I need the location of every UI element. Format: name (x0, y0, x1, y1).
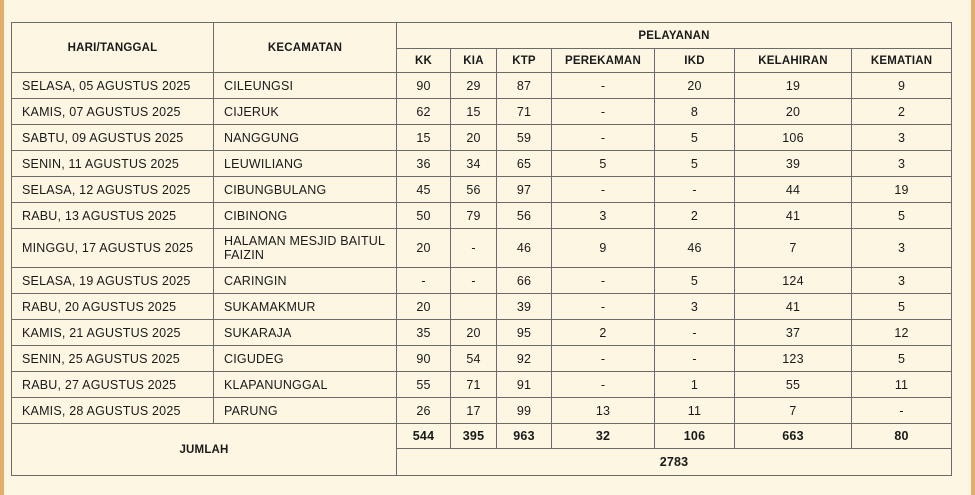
cell-ikd: 2 (655, 203, 735, 229)
cell-kk: 26 (397, 398, 451, 424)
cell-kk: 55 (397, 372, 451, 398)
cell-kelahiran: 7 (735, 229, 852, 268)
cell-ktp: 87 (497, 73, 552, 99)
cell-kecamatan: KLAPANUNGGAL (214, 372, 397, 398)
cell-kia: 20 (451, 320, 497, 346)
cell-date: KAMIS, 07 AGUSTUS 2025 (12, 99, 214, 125)
cell-kecamatan: CIBINONG (214, 203, 397, 229)
cell-kelahiran: 123 (735, 346, 852, 372)
cell-kematian: 9 (852, 73, 952, 99)
cell-ktp: 97 (497, 177, 552, 203)
total-kematian: 80 (852, 424, 952, 449)
total-kelahiran: 663 (735, 424, 852, 449)
cell-ikd: 1 (655, 372, 735, 398)
table-row (12, 229, 952, 268)
cell-date: KAMIS, 28 AGUSTUS 2025 (12, 398, 214, 424)
cell-date: SELASA, 05 AGUSTUS 2025 (12, 73, 214, 99)
cell-kk: 90 (397, 73, 451, 99)
cell-kk: 20 (397, 229, 451, 268)
total-ikd: 106 (655, 424, 735, 449)
cell-kk: - (397, 268, 451, 294)
cell-kelahiran: 39 (735, 151, 852, 177)
cell-kematian: 3 (852, 229, 952, 268)
cell-ikd: - (655, 320, 735, 346)
cell-kematian: 5 (852, 203, 952, 229)
cell-kelahiran: 55 (735, 372, 852, 398)
total-kia: 395 (451, 424, 497, 449)
cell-kelahiran: 41 (735, 203, 852, 229)
cell-ktp: 71 (497, 99, 552, 125)
cell-ikd: 5 (655, 151, 735, 177)
cell-ktp: 95 (497, 320, 552, 346)
cell-date: SELASA, 12 AGUSTUS 2025 (12, 177, 214, 203)
cell-kematian: 3 (852, 268, 952, 294)
cell-perekaman: - (552, 177, 655, 203)
table-row (12, 151, 952, 177)
cell-ktp: 99 (497, 398, 552, 424)
cell-perekaman: 13 (552, 398, 655, 424)
cell-date: RABU, 27 AGUSTUS 2025 (12, 372, 214, 398)
cell-kia: 15 (451, 99, 497, 125)
cell-perekaman: - (552, 99, 655, 125)
cell-date: RABU, 20 AGUSTUS 2025 (12, 294, 214, 320)
cell-ikd: 8 (655, 99, 735, 125)
cell-ktp: 66 (497, 268, 552, 294)
cell-kecamatan: LEUWILIANG (214, 151, 397, 177)
table-row (12, 398, 952, 424)
cell-kk: 50 (397, 203, 451, 229)
cell-kia: 79 (451, 203, 497, 229)
total-ktp: 963 (497, 424, 552, 449)
cell-ktp: 91 (497, 372, 552, 398)
header-kia: KIA (451, 49, 497, 73)
table-row (12, 73, 952, 99)
cell-kia: 56 (451, 177, 497, 203)
header-kematian: KEMATIAN (852, 49, 952, 73)
cell-kematian: 5 (852, 346, 952, 372)
grand-total: 2783 (397, 449, 952, 476)
header-ikd: IKD (655, 49, 735, 73)
cell-kk: 62 (397, 99, 451, 125)
cell-kk: 90 (397, 346, 451, 372)
cell-ktp: 65 (497, 151, 552, 177)
cell-ikd: - (655, 177, 735, 203)
cell-date: MINGGU, 17 AGUSTUS 2025 (12, 229, 214, 268)
table-row (12, 346, 952, 372)
cell-kelahiran: 37 (735, 320, 852, 346)
jumlah-label: JUMLAH (12, 424, 397, 476)
total-perekaman: 32 (552, 424, 655, 449)
header-kk: KK (397, 49, 451, 73)
cell-kematian: 12 (852, 320, 952, 346)
header-perekaman: PEREKAMAN (552, 49, 655, 73)
cell-ikd: - (655, 346, 735, 372)
cell-ikd: 3 (655, 294, 735, 320)
cell-kelahiran: 124 (735, 268, 852, 294)
cell-perekaman: - (552, 294, 655, 320)
cell-date: KAMIS, 21 AGUSTUS 2025 (12, 320, 214, 346)
table-row (12, 177, 952, 203)
table-row (12, 320, 952, 346)
cell-kia: - (451, 229, 497, 268)
table-row (12, 125, 952, 151)
cell-kelahiran: 19 (735, 73, 852, 99)
cell-ktp: 92 (497, 346, 552, 372)
cell-date: RABU, 13 AGUSTUS 2025 (12, 203, 214, 229)
cell-kematian: 3 (852, 151, 952, 177)
cell-perekaman: - (552, 346, 655, 372)
cell-kecamatan: PARUNG (214, 398, 397, 424)
cell-kia: 29 (451, 73, 497, 99)
table-row (12, 268, 952, 294)
cell-date: SENIN, 11 AGUSTUS 2025 (12, 151, 214, 177)
cell-kematian: 3 (852, 125, 952, 151)
cell-kecamatan: CIGUDEG (214, 346, 397, 372)
cell-perekaman: 5 (552, 151, 655, 177)
cell-date: SELASA, 19 AGUSTUS 2025 (12, 268, 214, 294)
cell-kecamatan: SUKAMAKMUR (214, 294, 397, 320)
cell-kk: 35 (397, 320, 451, 346)
cell-kematian: 11 (852, 372, 952, 398)
table-body (12, 73, 952, 424)
header-kelahiran: KELAHIRAN (735, 49, 852, 73)
cell-kia: 17 (451, 398, 497, 424)
table-row (12, 372, 952, 398)
cell-perekaman: 9 (552, 229, 655, 268)
cell-ktp: 39 (497, 294, 552, 320)
cell-kelahiran: 7 (735, 398, 852, 424)
cell-ktp: 59 (497, 125, 552, 151)
cell-kk: 45 (397, 177, 451, 203)
cell-kk: 15 (397, 125, 451, 151)
cell-kia: - (451, 268, 497, 294)
cell-kia: 34 (451, 151, 497, 177)
cell-perekaman: - (552, 73, 655, 99)
cell-kecamatan: CILEUNGSI (214, 73, 397, 99)
cell-kecamatan: NANGGUNG (214, 125, 397, 151)
cell-perekaman: - (552, 372, 655, 398)
cell-kecamatan: CARINGIN (214, 268, 397, 294)
cell-kematian: 5 (852, 294, 952, 320)
pelayanan-table (11, 22, 952, 476)
header-pelayanan: PELAYANAN (397, 23, 952, 49)
cell-kematian: - (852, 398, 952, 424)
cell-perekaman: - (552, 125, 655, 151)
cell-kelahiran: 41 (735, 294, 852, 320)
cell-kia: 54 (451, 346, 497, 372)
cell-ikd: 20 (655, 73, 735, 99)
cell-perekaman: 2 (552, 320, 655, 346)
cell-kelahiran: 106 (735, 125, 852, 151)
header-hari-tanggal: HARI/TANGGAL (12, 23, 214, 73)
cell-ktp: 56 (497, 203, 552, 229)
cell-kematian: 19 (852, 177, 952, 203)
cell-perekaman: 3 (552, 203, 655, 229)
table-row (12, 294, 952, 320)
cell-date: SENIN, 25 AGUSTUS 2025 (12, 346, 214, 372)
cell-kecamatan: HALAMAN MESJID BAITUL FAIZIN (214, 229, 397, 268)
cell-kk: 20 (397, 294, 451, 320)
cell-perekaman: - (552, 268, 655, 294)
cell-kelahiran: 20 (735, 99, 852, 125)
header-ktp: KTP (497, 49, 552, 73)
cell-kia: 20 (451, 125, 497, 151)
cell-ikd: 5 (655, 125, 735, 151)
cell-kecamatan: CIJERUK (214, 99, 397, 125)
cell-ikd: 11 (655, 398, 735, 424)
cell-date: SABTU, 09 AGUSTUS 2025 (12, 125, 214, 151)
total-kk: 544 (397, 424, 451, 449)
cell-kk: 36 (397, 151, 451, 177)
cell-kematian: 2 (852, 99, 952, 125)
cell-ikd: 5 (655, 268, 735, 294)
table-row (12, 99, 952, 125)
cell-kelahiran: 44 (735, 177, 852, 203)
cell-ikd: 46 (655, 229, 735, 268)
cell-kecamatan: CIBUNGBULANG (214, 177, 397, 203)
cell-kia (451, 294, 497, 320)
header-kecamatan: KECAMATAN (214, 23, 397, 73)
table-row (12, 203, 952, 229)
cell-ktp: 46 (497, 229, 552, 268)
cell-kecamatan: SUKARAJA (214, 320, 397, 346)
cell-kia: 71 (451, 372, 497, 398)
